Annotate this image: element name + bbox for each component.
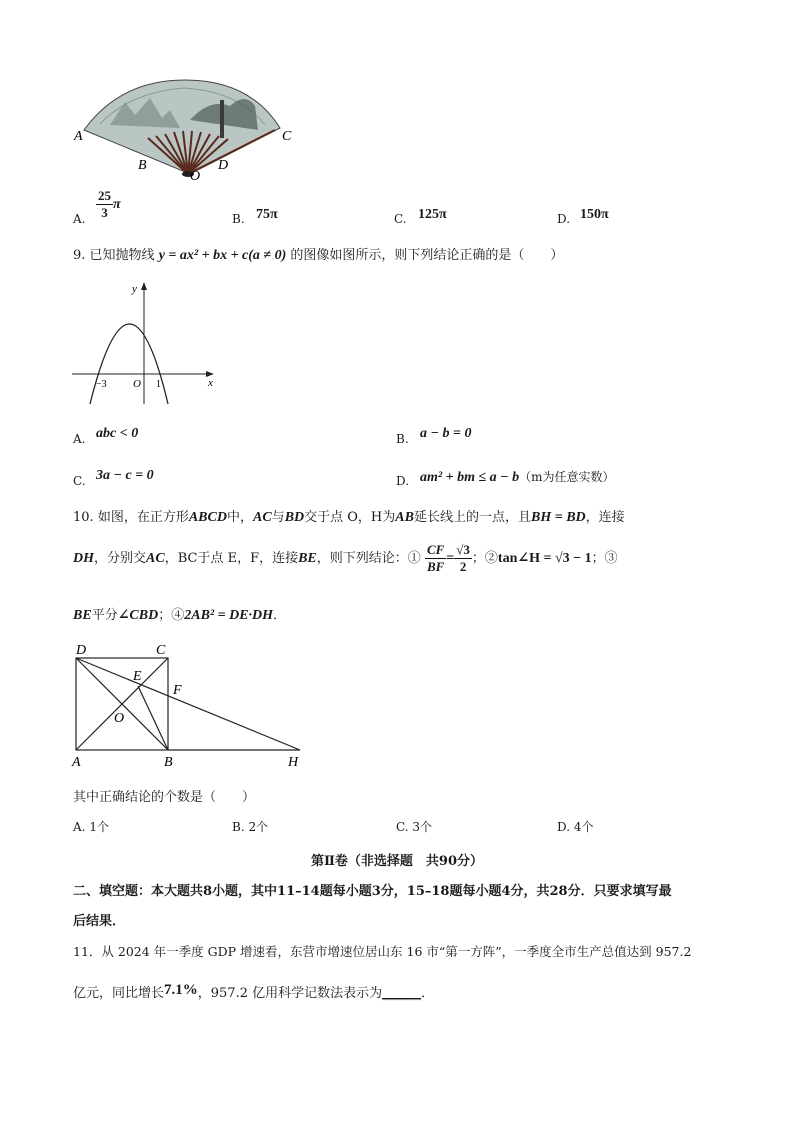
q10-line2: DH，分别交AC，BC于点 E，F，连接BE，则下列结论：① $\frac{CF}{BF}$ = $\frac{√3}{2}$ ；②tan∠H = √3 − 1；③ xyxy=(73,542,618,574)
q9-graph-x-label: x xyxy=(208,377,213,389)
q10-question: 其中正确结论的个数是（ ） xyxy=(73,790,256,805)
q9-option-D-letter: D. xyxy=(396,474,410,488)
q10-text: ；④ xyxy=(158,608,185,623)
q8-option-A-letter: A. xyxy=(73,212,86,226)
q11-growth: 7.1% xyxy=(164,982,198,998)
q9-graph-y-label: y xyxy=(132,283,137,295)
q11-line1: 11．从 2024 年一季度 GDP 增速看，东营市增速位居山东 16 市“第一方阵”，一季度全市生产总值达到 957.2 xyxy=(73,944,692,959)
fan-label-C: C xyxy=(282,129,292,144)
q9-stem-post: 的图像如图所示，则下列结论正确的是（ ） xyxy=(290,248,564,263)
q10-option-D xyxy=(557,818,593,835)
q10-option-text: 4个 xyxy=(573,820,594,834)
q10-math: tan∠H = √3 − 1 xyxy=(497,551,592,566)
q8-option-A-den: 3 xyxy=(101,205,108,220)
q10-text: 交于点 O，H为 xyxy=(304,510,396,525)
q10-label-E: E xyxy=(133,669,142,684)
q9-graph-tick-left: −3 xyxy=(96,379,107,390)
q10-math: BH = BD xyxy=(530,510,586,525)
q10-label-H: H xyxy=(288,755,299,770)
q9-option-A-letter: A. xyxy=(73,432,86,446)
q10-math: DH xyxy=(73,551,94,566)
q9-option-C-letter: C. xyxy=(73,474,86,488)
q10-label-D: D xyxy=(76,643,87,658)
fan-label-A: A xyxy=(74,129,83,144)
q10-text: ． xyxy=(273,608,287,623)
q10-math: ∠CBD xyxy=(117,608,159,623)
q9-option-B: a − b = 0 xyxy=(420,426,472,441)
q10-math: 2AB² = DE·DH xyxy=(184,608,274,623)
q10-text: ，分别交 xyxy=(94,551,147,566)
q10-option-C xyxy=(396,818,432,835)
q8-option-A-num: 25 xyxy=(98,188,111,203)
q11-answer-blank: ______ xyxy=(382,986,422,1001)
q8-option-C-letter: C. xyxy=(394,212,407,226)
q10-line1 xyxy=(73,506,625,526)
q9-stem-pre: 已知抛物线 xyxy=(89,248,155,263)
q10-square-figure xyxy=(70,638,310,770)
q10-frac-num: CF xyxy=(426,542,445,557)
q10-math: ABCD xyxy=(188,510,227,525)
q10-math: BD xyxy=(284,510,305,525)
q11-text: 亿元，同比增长 xyxy=(73,986,165,1001)
q10-option-B xyxy=(232,818,268,835)
q10-label-O: O xyxy=(114,711,125,726)
q8-option-C: 125π xyxy=(418,207,447,222)
q9-option-A: abc < 0 xyxy=(96,426,139,441)
q10-label-F: F xyxy=(173,683,182,698)
q9-parabola-graph xyxy=(68,278,218,408)
q10-option-text: 1个 xyxy=(89,820,109,834)
q10-number: 10. xyxy=(73,510,94,525)
q9-graph-tick-right: 1 xyxy=(156,379,161,390)
q10-math: BE xyxy=(73,608,92,623)
q10-text: ；③ xyxy=(591,551,618,566)
q10-option-text: 2个 xyxy=(248,820,269,834)
q10-math: BE xyxy=(298,551,317,566)
q10-text: ，则下列结论：① xyxy=(316,551,421,566)
q10-option-text: 3个 xyxy=(412,820,433,834)
q9-stem xyxy=(73,244,563,264)
q8-option-D: 150π xyxy=(580,207,609,222)
q10-line3 xyxy=(73,604,286,624)
q8-option-D-letter: D. xyxy=(557,212,571,226)
q8-option-A-pi: π xyxy=(113,197,121,212)
q10-text: 中， xyxy=(226,510,253,525)
q10-option-letter: D. xyxy=(557,820,571,834)
q10-label-A: A xyxy=(72,755,81,770)
q10-label-B: B xyxy=(164,755,173,770)
q10-frac-rhs-num: √3 xyxy=(456,542,470,557)
q8-option-A xyxy=(96,188,121,221)
q10-frac-rhs-den: 2 xyxy=(459,559,467,574)
q9-formula: y = ax² + bx + c(a ≠ 0) xyxy=(158,248,287,263)
q9-graph-origin: O xyxy=(133,378,141,390)
q10-option-letter: B. xyxy=(232,820,245,834)
q10-text: 平分 xyxy=(91,608,118,623)
q10-text: 如图，在正方形 xyxy=(97,510,189,525)
q9-option-D-formula: am² + bm ≤ a − b xyxy=(420,470,520,485)
q9-option-C: 3a − c = 0 xyxy=(96,468,154,483)
q10-label-C: C xyxy=(156,643,166,658)
q10-frac-den: BF xyxy=(426,559,445,574)
q8-option-B-letter: B. xyxy=(232,212,245,226)
q9-option-D-note: （m为任意实数） xyxy=(519,470,615,484)
q10-math: AC xyxy=(146,551,165,566)
q11-text: ，957.2 亿用科学记数法表示为 xyxy=(197,986,383,1001)
fan-label-B: B xyxy=(138,158,147,173)
q10-math: AC xyxy=(252,510,272,525)
q10-option-letter: C. xyxy=(396,820,409,834)
q10-option-letter: A. xyxy=(73,820,86,834)
q10-text: ，连接 xyxy=(585,510,625,525)
section2-heading-line1: 二、填空题：本大题共8小题，其中11–14题每小题3分，15–18题每小题4分，共28分．只要求填写最 xyxy=(73,884,672,899)
fan-figure xyxy=(70,70,310,185)
q9-number: 9. xyxy=(73,248,86,263)
fan-label-D: D xyxy=(218,158,229,173)
q10-text: ；② xyxy=(471,551,498,566)
q11-text: ． xyxy=(421,986,435,1001)
q9-option-B-letter: B. xyxy=(396,432,409,446)
q10-math: AB xyxy=(395,510,414,525)
q8-option-B: 75π xyxy=(256,207,278,222)
section2-heading-line2: 后结果． xyxy=(73,914,126,929)
q10-text: 与 xyxy=(271,510,285,525)
fan-label-O: O xyxy=(190,169,201,184)
q9-option-D xyxy=(420,468,615,486)
q10-text: ，BC于点 E，F，连接 xyxy=(164,551,299,566)
q10-option-A xyxy=(73,818,109,835)
part2-title: 第Ⅱ卷（非选择题 共90分） xyxy=(310,854,484,869)
q10-text: 延长线上的一点，且 xyxy=(413,510,531,525)
q11-line2 xyxy=(73,982,434,1001)
